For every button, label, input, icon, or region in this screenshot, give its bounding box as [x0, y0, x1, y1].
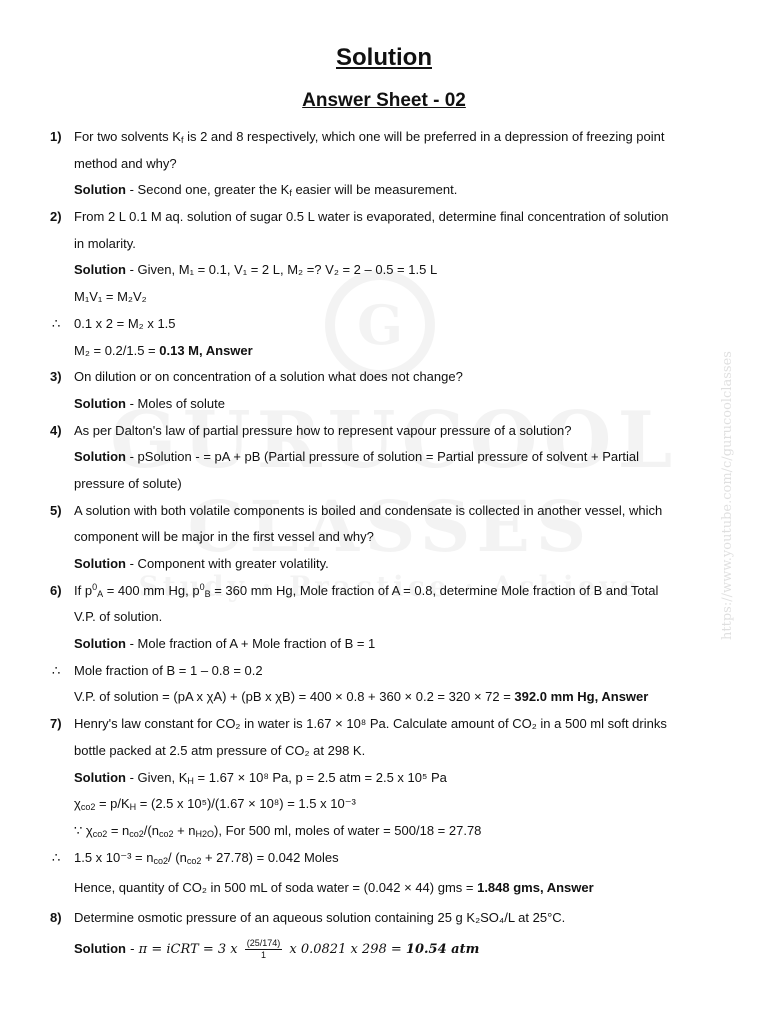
- q2-line-3: M₁V₁ = M₂V₂: [74, 289, 147, 305]
- q6-line-2: V.P. of solution.: [74, 609, 163, 625]
- q6-line-1: 6) If $p^0_A = 400$ mm Hg, $p^0_B = 360$ mm Hg, Mole fraction of A = 0.8, determine Mole fraction of B and Total: [0, 578, 768, 605]
- therefore-symbol: ∴: [52, 849, 61, 865]
- fraction: $\frac{(25/174)}{1}$: [246, 938, 281, 960]
- q2-line-1: 2) From 2 L 0.1 M aq. solution of sugar 0.5 L water is evaporated, determine final concentration of solution: [0, 204, 768, 231]
- page-title: Solution: [336, 44, 432, 71]
- q7-line-5: ∵ $\chi_{co2} = n_{co2}/(n_{co2} + n_{H2O})$, For 500 ml, moles of water = 500/18 = 27.78: [74, 822, 482, 839]
- q3-line-1: 3) On dilution or on concentration of a solution what does not change?: [0, 364, 768, 391]
- q8-line-1: 8) Determine osmotic pressure of an aqueous solution containing 25 g K₂SO₄/L at 25°C.: [0, 905, 768, 932]
- question-number: 5): [50, 502, 62, 518]
- q2-line-4: ∴ 0.1 x 2 = M₂ x 1.5: [0, 311, 768, 338]
- q7-line-1: 7) Henry's law constant for CO₂ in water is 1.67 × 10⁸ Pa. Calculate amount of CO₂ in a 500 ml soft drinks: [0, 711, 768, 738]
- question-number: 3): [50, 369, 62, 385]
- q2-line-2: in molarity.: [74, 235, 136, 251]
- q2-answer: M₂ = 0.2/1.5 = 0.13 M, Answer: [74, 342, 253, 358]
- question-number: 7): [50, 716, 62, 732]
- q4-line-1: 4) As per Dalton's law of partial pressure how to represent vapour pressure of a solution?: [0, 418, 768, 445]
- q6-solution: Solution - Mole fraction of A + Mole fraction of B = 1: [74, 636, 376, 652]
- question-number: 4): [50, 422, 62, 438]
- q7-line-4: $\chi_{co2} = p/K_H = (2.5$ x 10⁵)/(1.67 × 10⁸) = 1.5 x 10⁻³: [74, 796, 356, 813]
- side-watermark-url: https://www.youtube.com/c/gurucoolclasses: [720, 351, 735, 640]
- q1-line-2: method and why?: [74, 155, 177, 171]
- q1-solution: Solution - Second one, greater the $K_f$ easier will be measurement.: [74, 182, 458, 199]
- question-number: 1): [50, 129, 62, 144]
- question-number: 6): [50, 582, 62, 598]
- q5-solution: Solution - Component with greater volatility.: [74, 556, 329, 571]
- therefore-symbol: ∴: [52, 315, 61, 331]
- q8-solution: Solution - π = iCRT = 3 x $\frac{(25/174)}{1}$ x 0.0821 x 298 = 10.54 atm: [74, 938, 480, 960]
- q5-line-1: 5) A solution with both volatile components is boiled and condensate is collected in another vessel, which: [0, 498, 768, 525]
- therefore-symbol: ∴: [52, 662, 61, 678]
- q6-answer: V.P. of solution = (pA x χA) + (pB x χB) = 400 × 0.8 + 360 × 0.2 = 320 × 72 = 392.0 mm Hg, Answer: [74, 689, 649, 705]
- question-number: 2): [50, 209, 62, 225]
- q7-line-6: ∴ 1.5 x $10^{-3} = n_{co2}/$ $(n_{co2} + 27.78) = 0.042$ Moles: [0, 845, 768, 872]
- q2-solution: Solution - Given, M₁ = 0.1, V₁ = 2 L, M₂ =? V₂ = 2 – 0.5 = 1.5 L: [74, 262, 438, 278]
- q4-line-3: pressure of solute): [74, 475, 182, 491]
- answer-content: [0, 124, 768, 966]
- q1-line-1: 1) For two solvents $K_f$ is 2 and 8 respectively, which one will be preferred in a depression of freezing point: [0, 124, 768, 151]
- q4-solution: Solution - pSolution - = pA + pB (Partial pressure of solution = Partial pressure of solvent + Partial: [74, 449, 640, 465]
- q7-line-2: bottle packed at 2.5 atm pressure of CO₂ at 298 K.: [74, 742, 366, 758]
- q3-solution: Solution - Moles of solute: [74, 395, 225, 411]
- question-number: 8): [50, 910, 62, 926]
- page-subtitle: Answer Sheet - 02: [302, 90, 466, 111]
- q6-line-4: ∴ Mole fraction of B = 1 – 0.8 = 0.2: [0, 658, 768, 685]
- q5-line-2: component will be major in the first vessel and why?: [74, 529, 374, 545]
- q7-solution: Solution - Given, $K_H = 1.67 \times 10^8$ Pa, p = 2.5 atm = 2.5 x 10⁵ Pa: [74, 769, 447, 786]
- q7-answer: Hence, quantity of CO₂ in 500 mL of soda water = (0.042 × 44) gms = 1.848 gms, Answer: [74, 880, 594, 896]
